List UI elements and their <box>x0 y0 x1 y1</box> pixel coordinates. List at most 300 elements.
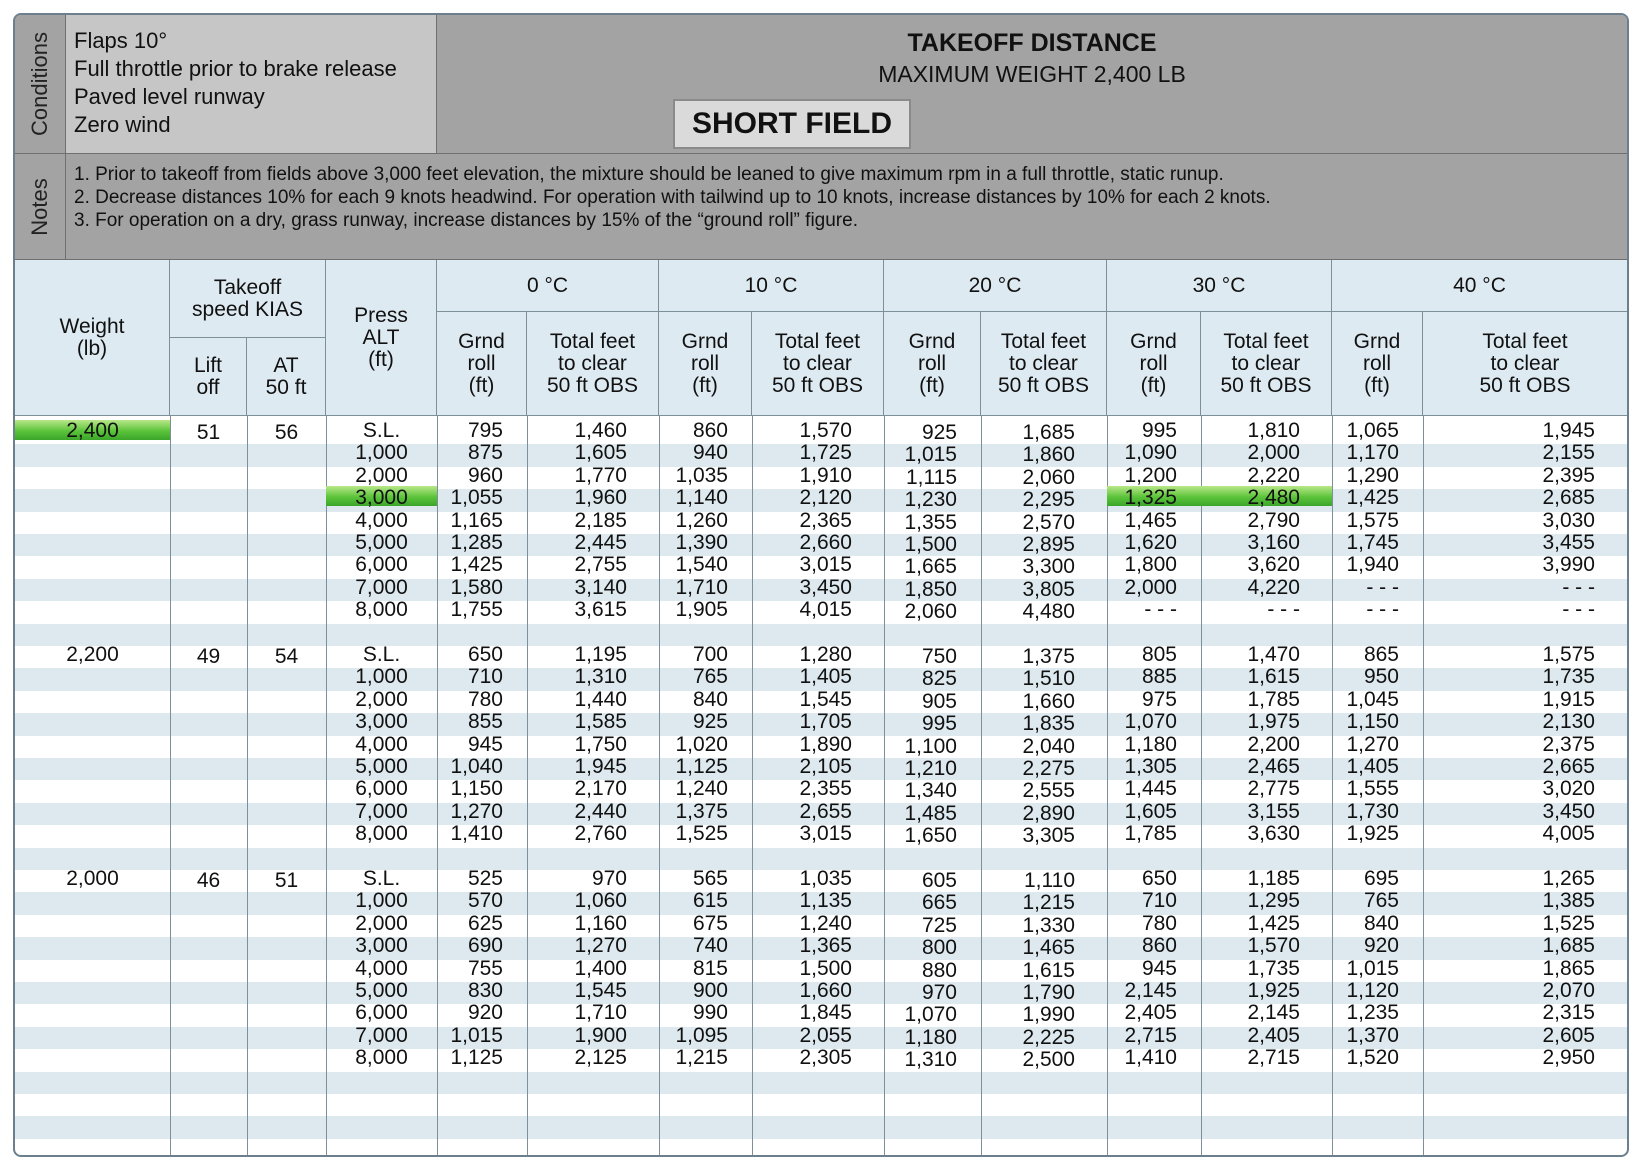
grnd-roll-value: 920 <box>467 1001 503 1025</box>
press-alt-value: 7,000 <box>355 1023 408 1047</box>
total-feet-value: 2,405 <box>1247 1023 1300 1047</box>
grnd-roll-value: 840 <box>1363 911 1399 935</box>
total-feet-value: 3,805 <box>1022 577 1075 601</box>
grnd-roll-value: 1,465 <box>1124 508 1177 532</box>
grnd-roll-value: 1,285 <box>450 531 503 554</box>
total-feet-value: 1,990 <box>1022 1003 1075 1027</box>
grnd-roll-value: 710 <box>1141 889 1177 913</box>
grnd-roll-value: 1,580 <box>450 575 503 599</box>
grnd-roll-value: 1,065 <box>1346 419 1399 442</box>
chart-subtitle: MAXIMUM WEIGHT 2,400 LB <box>878 61 1186 87</box>
total-feet-value: 1,975 <box>1247 710 1300 734</box>
press-alt-value: 3,000 <box>355 934 408 958</box>
grnd-roll-value: - - - <box>1366 575 1399 599</box>
total-feet-value: 1,470 <box>1247 643 1300 666</box>
grnd-roll-value: 940 <box>692 441 728 465</box>
grnd-roll-value: 990 <box>692 1001 728 1025</box>
grnd-roll-value: 1,125 <box>450 1046 503 1070</box>
total-feet-value: 3,455 <box>1542 531 1595 554</box>
grnd-roll-value: 945 <box>1141 956 1177 980</box>
total-feet-value: 2,775 <box>1247 777 1300 801</box>
press-alt-value: 1,000 <box>355 441 408 465</box>
total-feet-value: 4,220 <box>1247 575 1300 599</box>
grnd-roll-value: 750 <box>921 645 957 668</box>
press-alt-value: 8,000 <box>355 1046 408 1070</box>
conditions-box <box>66 15 437 154</box>
press-alt-value: S.L. <box>362 867 401 890</box>
total-feet-value: 1,605 <box>574 441 627 465</box>
grnd-roll-value: 650 <box>467 643 503 666</box>
total-feet-value: 1,330 <box>1022 913 1075 937</box>
total-feet-value: 2,170 <box>574 777 627 801</box>
total-feet-value: 1,685 <box>1022 421 1075 444</box>
lift-off-value: 51 <box>196 421 221 444</box>
press-alt-value: 2,000 <box>355 687 408 711</box>
grnd-roll-value: 1,035 <box>675 463 728 487</box>
grnd-roll-value: 1,485 <box>904 801 957 825</box>
press-alt-value: 8,000 <box>355 598 408 622</box>
grnd-roll-value: 690 <box>467 934 503 958</box>
chart-header <box>15 15 1627 259</box>
total-feet-value: - - - <box>1562 575 1595 599</box>
grnd-roll-value: 995 <box>921 712 957 736</box>
title-area <box>437 15 1627 154</box>
grnd-roll-value: 805 <box>1141 643 1177 666</box>
grnd-roll-header: Grnd roll (ft) <box>1332 312 1423 416</box>
notes-tab <box>15 154 66 259</box>
grnd-roll-value: 1,710 <box>675 575 728 599</box>
grnd-roll-value: 1,730 <box>1346 799 1399 823</box>
total-feet-value: 2,890 <box>1022 801 1075 825</box>
notes-tab-label: Notes <box>27 177 52 236</box>
note-line: 1. Prior to takeoff from fields above 3,000 feet elevation, the mixture should be leaned to give maximum rpm in a full throttle, static runup. <box>74 164 1224 185</box>
grnd-roll-value: 1,125 <box>675 755 728 778</box>
grnd-roll-value: 1,120 <box>1346 979 1399 1002</box>
total-feet-value: 1,735 <box>1247 956 1300 980</box>
grnd-roll-value: 700 <box>692 643 728 666</box>
total-feet-value: 3,160 <box>1247 531 1300 554</box>
grnd-roll-value: 650 <box>1141 867 1177 890</box>
grnd-roll-value: - - - <box>1144 598 1177 622</box>
grnd-roll-value: 1,620 <box>1124 531 1177 554</box>
grnd-roll-value: 1,555 <box>1346 777 1399 801</box>
grnd-roll-value: 1,290 <box>1346 463 1399 487</box>
grnd-roll-value: 1,040 <box>450 755 503 778</box>
total-feet-value: 1,405 <box>799 665 852 689</box>
at-50ft-value: 51 <box>274 869 299 892</box>
grnd-roll-value: 2,405 <box>1124 1001 1177 1025</box>
grnd-roll-value: 1,230 <box>904 488 957 512</box>
grnd-roll-value: 1,020 <box>675 732 728 756</box>
grnd-roll-header: Grnd roll (ft) <box>1107 312 1201 416</box>
grnd-roll-value: 815 <box>692 956 728 980</box>
grnd-roll-value: 1,520 <box>1346 1046 1399 1070</box>
grnd-roll-value: 1,500 <box>904 533 957 556</box>
lift-off-value: 49 <box>196 645 221 668</box>
grnd-roll-value: 1,090 <box>1124 441 1177 465</box>
press-alt-value: 1,000 <box>355 889 408 913</box>
total-feet-value: 1,545 <box>574 979 627 1002</box>
temperature-header: 20 °C <box>884 260 1107 312</box>
press-alt-value: 2,000 <box>355 463 408 487</box>
grnd-roll-value: 1,045 <box>1346 687 1399 711</box>
total-feet-value: 2,395 <box>1542 463 1595 487</box>
total-feet-value: 1,060 <box>574 889 627 913</box>
press-alt-value: 7,000 <box>355 799 408 823</box>
short-field-badge: SHORT FIELD <box>673 99 911 149</box>
grnd-roll-value: 725 <box>921 913 957 937</box>
grnd-roll-value: 1,525 <box>675 822 728 846</box>
total-feet-value: 1,960 <box>574 486 627 510</box>
total-feet-value: 1,900 <box>574 1023 627 1047</box>
weight-header: Weight (lb) <box>15 260 170 416</box>
total-feet-value: 970 <box>591 867 627 890</box>
note-line: 2. Decrease distances 10% for each 9 knots headwind. For operation with tailwind up to 10 knots, increase distances by 10% for each 2 knots. <box>74 187 1271 208</box>
grnd-roll-value: 765 <box>692 665 728 689</box>
total-feet-value: 1,035 <box>799 867 852 890</box>
grnd-roll-value: 1,605 <box>1124 799 1177 823</box>
conditions-tab <box>15 15 66 154</box>
grnd-roll-header: Grnd roll (ft) <box>659 312 752 416</box>
grnd-roll-value: 1,180 <box>1124 732 1177 756</box>
total-feet-value: 1,865 <box>1542 956 1595 980</box>
total-feet-value: 2,295 <box>1022 488 1075 512</box>
weight-value: 2,000 <box>66 867 119 890</box>
press-alt-value: 5,000 <box>355 979 408 1002</box>
grnd-roll-value: 860 <box>692 419 728 442</box>
grnd-roll-value: 995 <box>1141 419 1177 442</box>
total-feet-value: 2,950 <box>1542 1046 1595 1070</box>
total-feet-value: 2,355 <box>799 777 852 801</box>
grnd-roll-value: 1,940 <box>1346 553 1399 577</box>
grnd-roll-value: 1,150 <box>450 777 503 801</box>
lift-off-value: 46 <box>196 869 221 892</box>
total-feet-value: 2,755 <box>574 553 627 577</box>
grnd-roll-header: Grnd roll (ft) <box>437 312 527 416</box>
press-alt-value: 3,000 <box>355 710 408 734</box>
total-feet-value: 1,465 <box>1022 936 1075 960</box>
condition-line: Flaps 10° <box>74 28 168 53</box>
grnd-roll-value: 1,070 <box>904 1003 957 1027</box>
total-feet-value: 2,465 <box>1247 755 1300 778</box>
grnd-roll-value: 885 <box>1141 665 1177 689</box>
total-feet-value: 1,525 <box>1542 911 1595 935</box>
total-feet-value: 1,890 <box>799 732 852 756</box>
grnd-roll-value: 1,390 <box>675 531 728 554</box>
grnd-roll-value: 1,850 <box>904 577 957 601</box>
total-feet-value: 1,925 <box>1247 979 1300 1002</box>
press-alt-value: 2,000 <box>355 911 408 935</box>
total-feet-value: 2,500 <box>1022 1048 1075 1072</box>
total-feet-value: 1,785 <box>1247 687 1300 711</box>
grnd-roll-value: 2,715 <box>1124 1023 1177 1047</box>
takeoff-speed-header: Takeoff speed KIAS <box>170 260 326 338</box>
grnd-roll-value: 925 <box>692 710 728 734</box>
press-alt-value: 6,000 <box>355 777 408 801</box>
grnd-roll-value: 1,745 <box>1346 531 1399 554</box>
total-feet-value: 3,140 <box>574 575 627 599</box>
total-feet-value: 1,705 <box>799 710 852 734</box>
grnd-roll-value: 1,665 <box>904 555 957 579</box>
total-feet-value: 2,145 <box>1247 1001 1300 1025</box>
grnd-roll-value: 1,200 <box>1124 463 1177 487</box>
total-feet-value: - - - <box>1562 598 1595 622</box>
total-feet-value: 2,305 <box>799 1046 852 1070</box>
grnd-roll-value: 605 <box>921 869 957 892</box>
grid-line <box>170 416 171 1156</box>
press-alt-value: 3,000 <box>355 486 408 510</box>
total-feet-header: Total feet to clear 50 ft OBS <box>527 312 659 416</box>
total-feet-value: 1,295 <box>1247 889 1300 913</box>
grnd-roll-value: 1,015 <box>904 443 957 467</box>
total-feet-value: 2,120 <box>799 486 852 510</box>
grnd-roll-value: 1,150 <box>1346 710 1399 734</box>
total-feet-value: 2,570 <box>1022 510 1075 534</box>
total-feet-value: 1,310 <box>574 665 627 689</box>
grnd-roll-value: 2,060 <box>904 600 957 624</box>
total-feet-value: 1,735 <box>1542 665 1595 689</box>
condition-line: Zero wind <box>74 112 171 137</box>
row-stripe <box>15 1116 1627 1138</box>
total-feet-value: 2,440 <box>574 799 627 823</box>
total-feet-value: 1,750 <box>574 732 627 756</box>
grnd-roll-value: 1,170 <box>1346 441 1399 465</box>
total-feet-value: 1,460 <box>574 419 627 442</box>
grnd-roll-value: 1,425 <box>450 553 503 577</box>
total-feet-value: 2,715 <box>1247 1046 1300 1070</box>
grnd-roll-value: 1,925 <box>1346 822 1399 846</box>
total-feet-value: 2,895 <box>1022 533 1075 556</box>
total-feet-value: 2,220 <box>1247 463 1300 487</box>
total-feet-value: 3,990 <box>1542 553 1595 577</box>
conditions-tab-label: Conditions <box>27 32 52 136</box>
total-feet-value: 1,945 <box>1542 419 1595 442</box>
total-feet-header: Total feet to clear 50 ft OBS <box>1201 312 1332 416</box>
grnd-roll-value: 865 <box>1363 643 1399 666</box>
grnd-roll-value: 800 <box>921 936 957 960</box>
total-feet-value: 2,480 <box>1247 486 1300 510</box>
total-feet-value: 1,570 <box>1247 934 1300 958</box>
total-feet-value: 1,365 <box>799 934 852 958</box>
grnd-roll-value: 1,310 <box>904 1048 957 1072</box>
grnd-roll-header: Grnd roll (ft) <box>884 312 981 416</box>
grnd-roll-value: 1,340 <box>904 779 957 803</box>
press-alt-value: 4,000 <box>355 956 408 980</box>
grnd-roll-value: 1,055 <box>450 486 503 510</box>
total-feet-value: 2,655 <box>799 799 852 823</box>
total-feet-value: 1,790 <box>1022 981 1075 1004</box>
grnd-roll-value: 1,210 <box>904 757 957 780</box>
total-feet-value: 2,130 <box>1542 710 1595 734</box>
grnd-roll-value: 925 <box>921 421 957 444</box>
grnd-roll-value: 1,410 <box>1124 1046 1177 1070</box>
grnd-roll-value: 1,800 <box>1124 553 1177 577</box>
total-feet-value: 1,375 <box>1022 645 1075 668</box>
grnd-roll-value: 825 <box>921 667 957 691</box>
lift-off-header: Lift off <box>170 338 247 416</box>
total-feet-value: 4,480 <box>1022 600 1075 624</box>
total-feet-value: 1,910 <box>799 463 852 487</box>
total-feet-value: 1,710 <box>574 1001 627 1025</box>
grnd-roll-value: 1,785 <box>1124 822 1177 846</box>
grnd-roll-value: 1,070 <box>1124 710 1177 734</box>
total-feet-header: Total feet to clear 50 ft OBS <box>981 312 1107 416</box>
grnd-roll-value: 1,305 <box>1124 755 1177 778</box>
grnd-roll-value: 960 <box>467 463 503 487</box>
grnd-roll-value: 1,540 <box>675 553 728 577</box>
grnd-roll-value: 1,100 <box>904 734 957 758</box>
total-feet-header: Total feet to clear 50 ft OBS <box>752 312 884 416</box>
grnd-roll-value: 1,235 <box>1346 1001 1399 1025</box>
total-feet-value: 2,375 <box>1542 732 1595 756</box>
total-feet-value: 1,810 <box>1247 419 1300 442</box>
total-feet-value: 1,570 <box>799 419 852 442</box>
grnd-roll-value: 615 <box>692 889 728 913</box>
total-feet-value: 2,105 <box>799 755 852 778</box>
press-alt-value: 5,000 <box>355 531 408 554</box>
press-alt-value: S.L. <box>362 643 401 666</box>
press-alt-value: 4,000 <box>355 508 408 532</box>
grnd-roll-value: 710 <box>467 665 503 689</box>
grnd-roll-value: 1,370 <box>1346 1023 1399 1047</box>
grnd-roll-value: 900 <box>692 979 728 1002</box>
grnd-roll-value: 1,015 <box>1346 956 1399 980</box>
total-feet-value: 1,440 <box>574 687 627 711</box>
total-feet-value: 1,510 <box>1022 667 1075 691</box>
at-50ft-header: AT 50 ft <box>247 338 326 416</box>
at-50ft-value: 54 <box>274 645 299 668</box>
total-feet-value: 1,660 <box>1022 689 1075 713</box>
grnd-roll-value: 945 <box>467 732 503 756</box>
grnd-roll-value: 905 <box>921 689 957 713</box>
total-feet-value: 2,070 <box>1542 979 1595 1002</box>
total-feet-value: 1,615 <box>1247 665 1300 689</box>
total-feet-value: 1,385 <box>1542 889 1595 913</box>
press-alt-value: 8,000 <box>355 822 408 846</box>
takeoff-distance-chart <box>13 13 1629 1157</box>
grnd-roll-value: 855 <box>467 710 503 734</box>
total-feet-value: 2,790 <box>1247 508 1300 532</box>
grnd-roll-value: 920 <box>1363 934 1399 958</box>
total-feet-value: 2,060 <box>1022 465 1075 489</box>
condition-line: Full throttle prior to brake release <box>74 56 397 81</box>
total-feet-value: - - - <box>1267 598 1300 622</box>
press-alt-value: 7,000 <box>355 575 408 599</box>
temperature-header: 0 °C <box>437 260 659 312</box>
grnd-roll-value: 695 <box>1363 867 1399 890</box>
total-feet-value: 1,860 <box>1022 443 1075 467</box>
grnd-roll-value: 1,180 <box>904 1025 957 1049</box>
total-feet-value: 1,835 <box>1022 712 1075 736</box>
grnd-roll-value: 565 <box>692 867 728 890</box>
press-alt-value: S.L. <box>362 419 401 442</box>
total-feet-value: 1,615 <box>1022 958 1075 982</box>
temperature-header: 10 °C <box>659 260 884 312</box>
grnd-roll-value: 2,000 <box>1124 575 1177 599</box>
total-feet-value: 2,000 <box>1247 441 1300 465</box>
grnd-roll-value: 1,115 <box>906 465 957 489</box>
total-feet-value: 1,195 <box>574 643 627 666</box>
press-alt-header: Press ALT (ft) <box>326 260 437 416</box>
grnd-roll-value: 1,270 <box>1346 732 1399 756</box>
grnd-roll-value: 1,575 <box>1346 508 1399 532</box>
grnd-roll-value: 1,425 <box>1346 486 1399 510</box>
grnd-roll-value: 625 <box>467 911 503 935</box>
total-feet-value: 1,915 <box>1542 687 1595 711</box>
total-feet-value: 2,605 <box>1542 1023 1595 1047</box>
grnd-roll-value: 860 <box>1141 934 1177 958</box>
total-feet-value: 1,160 <box>574 911 627 935</box>
grnd-roll-value: 1,355 <box>904 510 957 534</box>
total-feet-value: 2,445 <box>574 531 627 554</box>
grnd-roll-value: 875 <box>467 441 503 465</box>
press-alt-value: 1,000 <box>355 665 408 689</box>
at-50ft-value: 56 <box>274 421 299 444</box>
total-feet-value: 3,450 <box>1542 799 1595 823</box>
total-feet-value: 2,040 <box>1022 734 1075 758</box>
temperature-header: 30 °C <box>1107 260 1332 312</box>
total-feet-value: 1,585 <box>574 710 627 734</box>
total-feet-value: 1,135 <box>799 889 852 913</box>
grnd-roll-value: 1,240 <box>675 777 728 801</box>
total-feet-value: 2,275 <box>1022 757 1075 780</box>
grnd-roll-value: - - - <box>1366 598 1399 622</box>
grnd-roll-value: 1,270 <box>450 799 503 823</box>
total-feet-header: Total feet to clear 50 ft OBS <box>1423 312 1627 416</box>
total-feet-value: 2,365 <box>799 508 852 532</box>
total-feet-value: 2,660 <box>799 531 852 554</box>
grnd-roll-value: 675 <box>692 911 728 935</box>
grnd-roll-value: 1,445 <box>1124 777 1177 801</box>
grnd-roll-value: 780 <box>1141 911 1177 935</box>
total-feet-value: 2,200 <box>1247 732 1300 756</box>
press-alt-value: 4,000 <box>355 732 408 756</box>
press-alt-value: 6,000 <box>355 553 408 577</box>
note-line: 3. For operation on a dry, grass runway, increase distances by 15% of the “ground roll” figure. <box>74 210 858 231</box>
grnd-roll-value: 1,410 <box>450 822 503 846</box>
grnd-roll-value: 2,145 <box>1124 979 1177 1002</box>
grnd-roll-value: 1,650 <box>904 824 957 848</box>
chart-title: TAKEOFF DISTANCE <box>907 29 1157 57</box>
total-feet-value: 2,555 <box>1022 779 1075 803</box>
press-alt-value: 5,000 <box>355 755 408 778</box>
total-feet-value: 1,240 <box>799 911 852 935</box>
grnd-roll-value: 1,755 <box>450 598 503 622</box>
total-feet-value: 3,630 <box>1247 822 1300 846</box>
grnd-roll-value: 880 <box>921 958 957 982</box>
total-feet-value: 1,280 <box>799 643 852 666</box>
grnd-roll-value: 765 <box>1363 889 1399 913</box>
grnd-roll-value: 780 <box>467 687 503 711</box>
total-feet-value: 1,500 <box>799 956 852 980</box>
total-feet-value: 2,185 <box>574 508 627 532</box>
grnd-roll-value: 830 <box>467 979 503 1002</box>
total-feet-value: 1,270 <box>574 934 627 958</box>
total-feet-value: 4,015 <box>799 598 852 622</box>
total-feet-value: 2,125 <box>574 1046 627 1070</box>
weight-value: 2,200 <box>66 643 119 666</box>
total-feet-value: 1,660 <box>799 979 852 1002</box>
condition-line: Paved level runway <box>74 84 265 109</box>
total-feet-value: 1,845 <box>799 1001 852 1025</box>
total-feet-value: 3,155 <box>1247 799 1300 823</box>
grnd-roll-value: 1,140 <box>675 486 728 510</box>
total-feet-value: 3,030 <box>1542 508 1595 532</box>
temperature-header: 40 °C <box>1332 260 1627 312</box>
total-feet-value: 1,545 <box>799 687 852 711</box>
grnd-roll-value: 1,405 <box>1346 755 1399 778</box>
total-feet-value: 1,400 <box>574 956 627 980</box>
